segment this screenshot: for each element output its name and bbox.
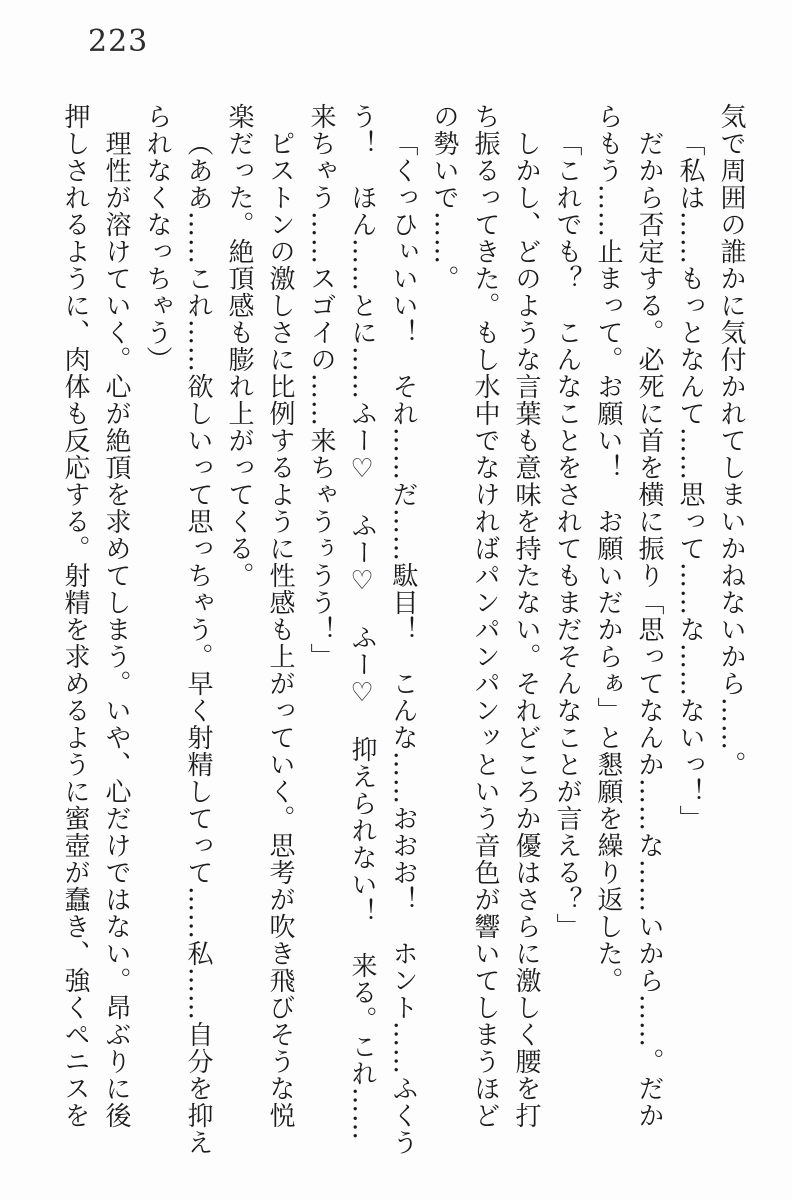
text-line: の勢いで……。 [429, 103, 459, 292]
text-line: ピストンの激しさに比例するように性感も上がっていく。思考が吹き飛びそうな悦 [265, 130, 295, 1129]
text-line: 押しされるように、肉体も反応する。射精を求めるように蜜壺が蠢き、強くペニスを [60, 103, 90, 1129]
text-line: 来ちゃう……スゴイの……来ちゃうぅうう！」 [306, 103, 336, 670]
text-line: 理性が溶けていく。心が絶頂を求めてしまう。いや、心だけではない。昂ぶりに後 [101, 130, 131, 1129]
text-line: 楽だった。絶頂感も膨れ上がってくる。 [224, 103, 254, 589]
text-line: ち振るってきた。もし水中でなければパンパンパンッという音色が響いてしまうほど [470, 103, 500, 1129]
text-line: 「私は……もっとなんて……思って……な……ないっ！」 [675, 130, 705, 832]
text-line: らもう……止まって。お願い！ お願いだからぁ」と懇願を繰り返した。 [593, 103, 623, 994]
text-line: 気で周囲の誰かに気付かれてしまいかねないから……。 [716, 103, 746, 778]
text-line: しかし、どのような言葉も意味を持たない。それどころか優はさらに激しく腰を打 [511, 130, 541, 1129]
text-block [54, 103, 751, 1165]
text-line: 「これでも？ こんなことをされてもまだそんなことが言える？」 [552, 130, 582, 940]
text-line: （ああ……これ……欲しいって思っちゃう。早く射精してって……私……自分を抑え [183, 130, 213, 1156]
text-line: 「くっひぃいい！ それ……だ……駄目！ こんな……おおお！ ホント……ふくう [388, 130, 418, 1156]
text-line: られなくなっちゃう） [142, 103, 172, 373]
text-line: う！ ほん……とに……ふー♡ ふー♡ ふー♡ 抑えられない！ 来る。これ…… [347, 103, 377, 1141]
page-number: 223 [88, 24, 149, 59]
text-line: だから否定する。必死に首を横に振り「思ってなんか……な……いから……。だか [634, 130, 664, 1129]
